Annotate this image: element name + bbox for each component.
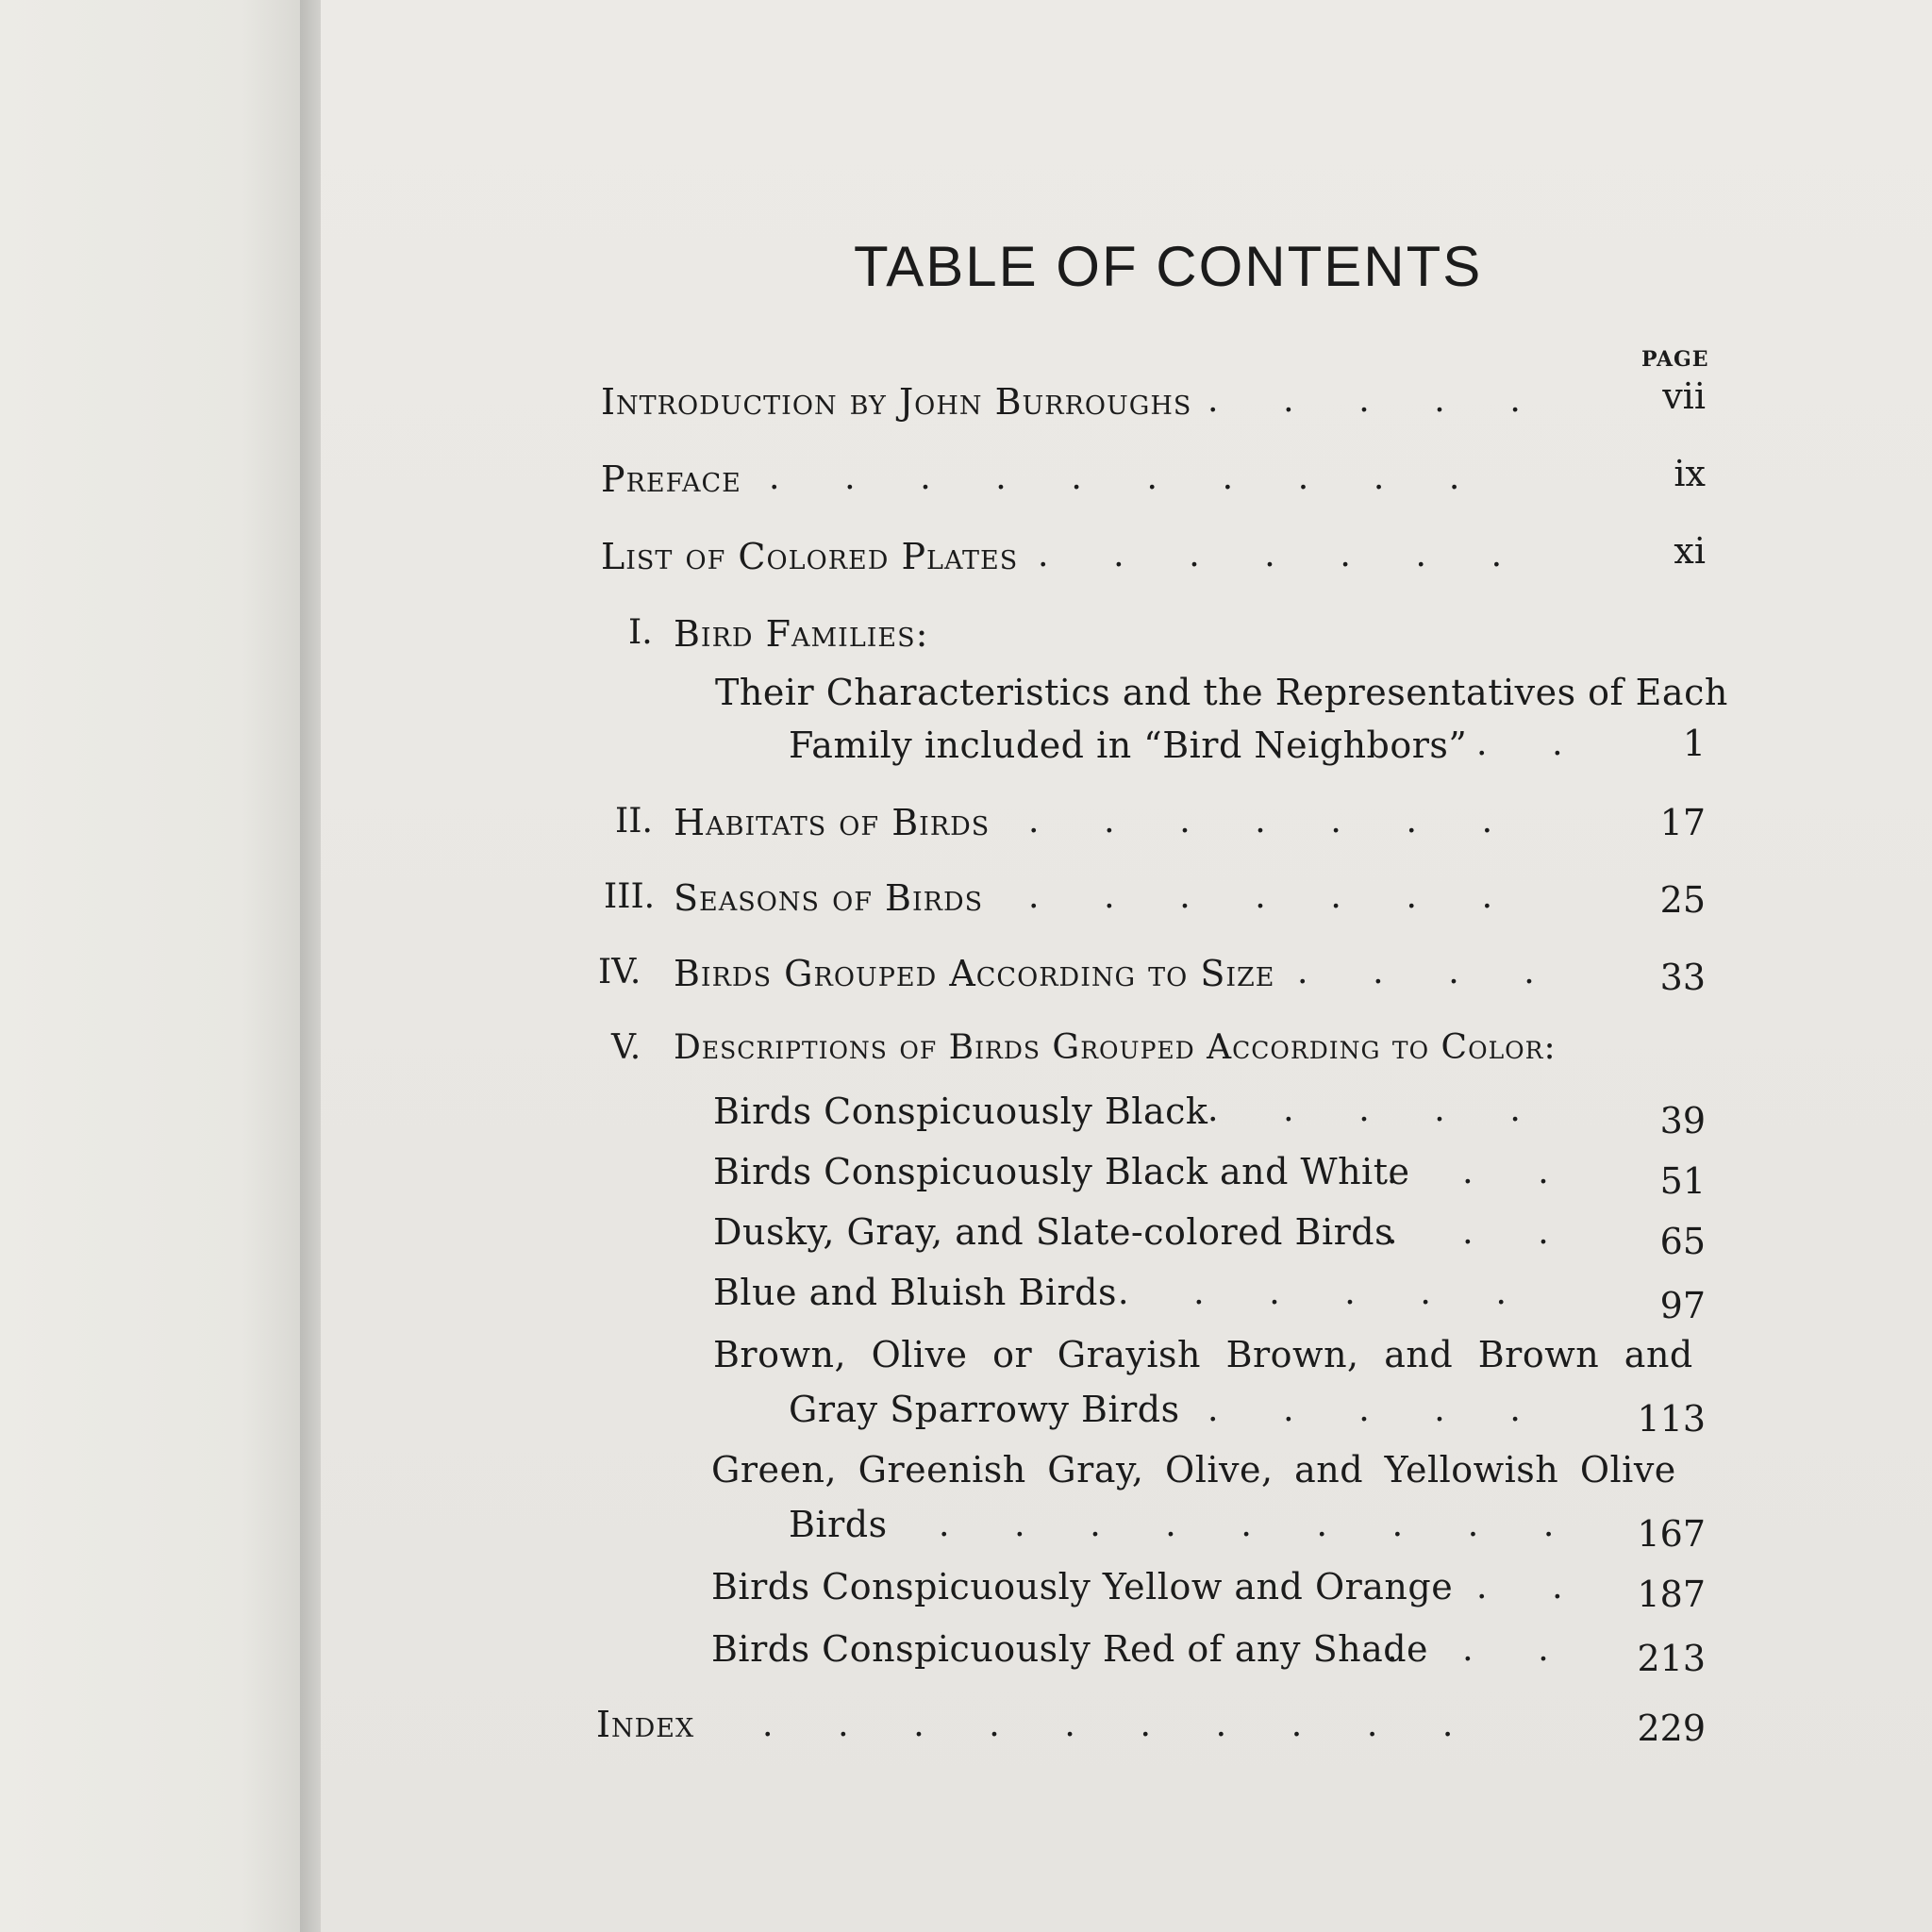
entry-label-continued: Gray Sparrowy Birds [789, 1389, 1180, 1430]
entry-page: 187 [1637, 1574, 1706, 1615]
entry-label: List of Colored Plates [601, 536, 1019, 577]
entry-page: 213 [1637, 1638, 1706, 1679]
entry-label-continued: Birds [789, 1504, 888, 1545]
leader-dots: . . . . . . . [1028, 802, 1493, 841]
chapter-number: III. [604, 877, 656, 916]
entry-label: Brown, Olive or Grayish Brown, and Brown and [713, 1334, 1693, 1375]
entry-page: 17 [1659, 802, 1706, 843]
entry-page: 167 [1637, 1513, 1706, 1555]
entry-label: Seasons of Birds [674, 877, 984, 919]
entry-page: 51 [1659, 1160, 1706, 1202]
entry-page: 1 [1682, 723, 1706, 764]
chapter-number: I. [628, 613, 653, 652]
leader-dots: . . [1476, 724, 1563, 763]
leader-dots: . . . . . . . . . . [769, 458, 1460, 497]
entry-page: 229 [1637, 1707, 1706, 1749]
entry-label: Bird Families: [674, 613, 929, 655]
leader-dots: . . . . [1297, 953, 1535, 991]
leader-dots: . . [1476, 1568, 1563, 1607]
entry-label: Dusky, Gray, and Slate-colored Birds [713, 1211, 1394, 1253]
entry-sublabel: Family included in “Bird Neighbors” [789, 724, 1468, 766]
leader-dots: . . . . . [1208, 1091, 1521, 1129]
entry-label: Birds Conspicuously Black [713, 1091, 1208, 1132]
entry-page: vii [1662, 375, 1706, 417]
entry-page: 65 [1659, 1221, 1706, 1262]
entry-page: 25 [1659, 879, 1706, 921]
leader-dots: . . . [1387, 1630, 1549, 1669]
entry-label: Birds Grouped According to Size [674, 953, 1275, 994]
entry-label: Introduction by John Burroughs [601, 381, 1192, 423]
leader-dots: . . . . . . . [1028, 877, 1493, 916]
entry-page: 39 [1659, 1100, 1706, 1141]
chapter-number: II. [615, 802, 653, 841]
entry-page: 113 [1637, 1398, 1706, 1440]
leader-dots: . . . . . . . . . [939, 1506, 1555, 1544]
chapter-number: V. [611, 1028, 641, 1067]
entry-label: Birds Conspicuously Yellow and Orange [711, 1566, 1454, 1607]
entry-label: Descriptions of Birds Grouped According to Color: [674, 1028, 1557, 1067]
leader-dots: . . . . . . . . . . [762, 1706, 1454, 1744]
leader-dots: . . . [1387, 1153, 1549, 1191]
leader-dots: . . . . . [1208, 1391, 1521, 1429]
entry-label: Birds Conspicuously Black and White [713, 1151, 1410, 1192]
entry-label: Blue and Bluish Birds [713, 1272, 1117, 1313]
entry-page: 33 [1659, 957, 1706, 998]
entry-page: xi [1674, 530, 1706, 572]
entry-label: Preface [601, 458, 741, 500]
leader-dots: . . . . . [1208, 381, 1521, 420]
leader-dots: . . . . . . . [1038, 536, 1503, 575]
entry-label: Habitats of Birds [674, 802, 991, 843]
left-page [0, 0, 302, 1932]
entry-sublabel: Their Characteristics and the Representatives of Each [715, 672, 1728, 713]
entry-page: ix [1674, 453, 1706, 494]
entry-label: Birds Conspicuously Red of any Shade [711, 1628, 1429, 1670]
leader-dots: . . . [1387, 1213, 1549, 1252]
leader-dots: . . . . . . [1118, 1274, 1507, 1312]
entry-page: 97 [1659, 1285, 1706, 1326]
page-title: TABLE OF CONTENTS [854, 235, 1483, 298]
entry-label: Green, Greenish Gray, Olive, and Yellowish Olive [711, 1449, 1676, 1491]
entry-label: Index [596, 1704, 695, 1745]
page-column-header: PAGE [1641, 347, 1709, 372]
chapter-number: IV. [598, 953, 641, 991]
